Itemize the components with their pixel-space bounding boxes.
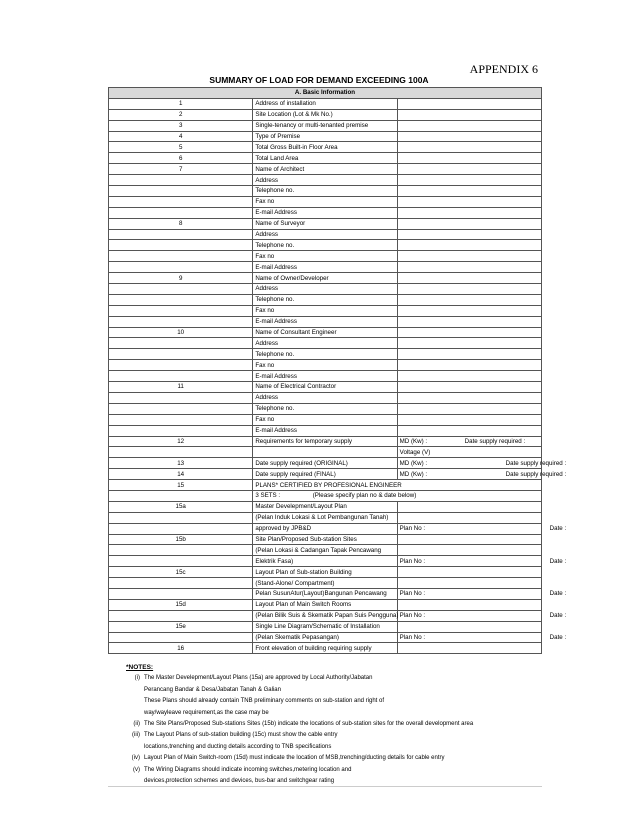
row-label: (Pelan Skematik Pepasangan) xyxy=(253,632,397,643)
row-number: 2 xyxy=(109,109,253,120)
row-label: Address xyxy=(253,175,397,186)
row-value-primary: Plan No : xyxy=(399,612,426,620)
row-value-primary: MD (Kw) : xyxy=(399,437,428,445)
table-row xyxy=(109,349,542,360)
row-label: Master Develepment/Layout Plan xyxy=(253,501,397,512)
row-value-field[interactable] xyxy=(397,567,541,578)
table-row xyxy=(109,458,542,469)
table-row xyxy=(109,425,542,436)
row-value-secondary: Date supply required : xyxy=(505,470,567,478)
row-value-field[interactable] xyxy=(397,556,567,567)
row-number xyxy=(109,556,253,567)
table-row xyxy=(109,131,542,142)
row-value-field[interactable] xyxy=(397,588,567,599)
row-label: Address xyxy=(253,284,397,295)
note-text: Layout Plan of Main Switch-room (15d) must indicate the location of MSB,trenching/ducting details for cable entry xyxy=(144,755,445,762)
row-number: 9 xyxy=(109,273,253,284)
row-label: E-mail Address xyxy=(253,371,397,382)
row-value-field[interactable] xyxy=(397,142,541,153)
row-label: Site Plan/Proposed Sub-station Sites xyxy=(253,534,397,545)
table-row xyxy=(109,109,542,120)
row-value-field[interactable] xyxy=(397,403,541,414)
row-value-secondary: Date : xyxy=(549,633,567,641)
row-number xyxy=(109,207,253,218)
table-row xyxy=(109,186,542,197)
footer-divider xyxy=(108,786,542,787)
row-number: 8 xyxy=(109,218,253,229)
row-label: PLANS* CERTIFIED BY PROFESIONAL ENGINEER xyxy=(253,480,542,491)
table-row xyxy=(109,567,542,578)
row-number: 15c xyxy=(109,567,253,578)
table-row xyxy=(109,98,542,109)
row-number xyxy=(109,349,253,360)
appendix-label: APPENDIX 6 xyxy=(469,62,538,76)
row-value-field[interactable] xyxy=(397,218,541,229)
table-row xyxy=(109,262,542,273)
row-label: (Stand-Alone/ Compartment) xyxy=(253,578,397,589)
row-value-field[interactable] xyxy=(397,175,541,186)
row-value-field[interactable] xyxy=(397,196,541,207)
row-value-field[interactable] xyxy=(397,338,541,349)
row-label: Single Line Diagram/Schematic of Installation xyxy=(253,621,397,632)
section-a-header: A. Basic Information xyxy=(109,88,542,99)
row-value-field[interactable] xyxy=(397,523,567,534)
note-line xyxy=(120,673,540,684)
row-value-field[interactable] xyxy=(397,621,541,632)
table-row xyxy=(109,534,542,545)
row-number xyxy=(109,523,253,534)
row-value-field[interactable] xyxy=(397,251,541,262)
row-number xyxy=(109,490,253,501)
row-number xyxy=(109,403,253,414)
table-row xyxy=(109,251,542,262)
table-row xyxy=(109,523,542,534)
row-label: Single-tenancy or multi-tenanted premise xyxy=(253,120,397,131)
row-label: Address xyxy=(253,392,397,403)
row-label: Address xyxy=(253,229,397,240)
row-value-field[interactable] xyxy=(397,414,541,425)
row-value-field[interactable] xyxy=(397,131,541,142)
note-text: The Site Plans/Proposed Sub-stations Sites (15b) indicate the locations of sub-station sites for the overall development area xyxy=(144,721,474,728)
row-number xyxy=(109,240,253,251)
row-value-field[interactable] xyxy=(397,327,541,338)
row-value-field[interactable] xyxy=(397,207,541,218)
row-label: Fax no xyxy=(253,196,397,207)
row-label: Date supply required (ORIGINAL) xyxy=(253,458,397,469)
table-row xyxy=(109,120,542,131)
row-value-field[interactable] xyxy=(397,425,541,436)
note-text: Perancang Bandar & Desa/Jabatan Tanah & Galian xyxy=(144,686,281,693)
table-row xyxy=(109,371,542,382)
table-row xyxy=(109,588,542,599)
row-value-field[interactable] xyxy=(397,360,541,371)
table-row xyxy=(109,436,542,447)
row-value-secondary: Date : xyxy=(549,590,567,598)
row-value-secondary: Date supply required : xyxy=(505,459,567,467)
row-value-field[interactable] xyxy=(397,98,541,109)
row-value-field[interactable] xyxy=(397,392,541,403)
row-label: Elektrik Fasa) xyxy=(253,556,397,567)
row-number: 15a xyxy=(109,501,253,512)
row-label: Site Location (Lot & Mk No.) xyxy=(253,109,397,120)
form-title: SUMMARY OF LOAD FOR DEMAND EXCEEDING 100A xyxy=(209,75,429,85)
row-number xyxy=(109,512,253,523)
table-row xyxy=(109,196,542,207)
row-value-field[interactable] xyxy=(397,371,541,382)
row-number xyxy=(109,545,253,556)
note-text: The Layout Plans of sub-station building (15c) must show the cable entry xyxy=(144,732,338,739)
table-row xyxy=(109,240,542,251)
note-marker: (v) xyxy=(133,766,140,773)
table-row xyxy=(109,338,542,349)
row-label: E-mail Address xyxy=(253,207,397,218)
note-line xyxy=(120,753,540,764)
row-label: (Pelan Induk Lokasi & Lot Pembangunan Tanah) xyxy=(253,512,397,523)
table-row xyxy=(109,327,542,338)
table-row xyxy=(109,643,542,654)
row-value-field[interactable] xyxy=(397,643,541,654)
table-row xyxy=(109,382,542,393)
row-label: Address of installation xyxy=(253,98,397,109)
row-value-field[interactable] xyxy=(397,349,541,360)
row-label: (Pelan Bilik Suis & Skematik Papan Suis Pengguna) xyxy=(253,610,397,621)
table-row xyxy=(109,305,542,316)
row-number xyxy=(109,371,253,382)
row-value-field[interactable] xyxy=(397,153,541,164)
row-label: Layout Plan of Sub-station Building xyxy=(253,567,397,578)
note-text: These Plans should already contain TNB preliminary comments on sub-station and right of xyxy=(144,698,385,705)
row-number: 15b xyxy=(109,534,253,545)
row-value-field[interactable] xyxy=(397,382,541,393)
row-number: 1 xyxy=(109,98,253,109)
row-label: E-mail Address xyxy=(253,425,397,436)
table-row xyxy=(109,545,542,556)
table-row xyxy=(109,610,542,621)
row-value-field[interactable] xyxy=(397,262,541,273)
row-number xyxy=(109,425,253,436)
table-row xyxy=(109,447,542,458)
row-label: Date supply required (FINAL) xyxy=(253,469,397,480)
row-number: 5 xyxy=(109,142,253,153)
row-number: 15 xyxy=(109,480,253,491)
row-value-field[interactable] xyxy=(397,284,541,295)
row-value-field[interactable] xyxy=(397,632,567,643)
row-value-field[interactable] xyxy=(397,512,541,523)
row-label: Name of Owner/Developer xyxy=(253,273,397,284)
note-line xyxy=(120,696,540,707)
row-value-field[interactable]: Voltage (V) xyxy=(397,447,541,458)
row-number xyxy=(109,338,253,349)
row-value-field[interactable] xyxy=(397,164,541,175)
note-marker: (ii) xyxy=(133,721,140,728)
row-number: 7 xyxy=(109,164,253,175)
row-value-secondary: Date : xyxy=(549,525,567,533)
table-row xyxy=(109,599,542,610)
row-value-field[interactable] xyxy=(397,534,541,545)
row-label: Front elevation of building requiring supply xyxy=(253,643,397,654)
row-number: 3 xyxy=(109,120,253,131)
note-line xyxy=(120,719,540,730)
table-row xyxy=(109,490,542,501)
table-row xyxy=(109,207,542,218)
table-row xyxy=(109,556,542,567)
row-label: approved by JPB&D xyxy=(253,523,397,534)
row-label: Layout Plan of Main Switch Rooms xyxy=(253,599,397,610)
row-number xyxy=(109,316,253,327)
row-number: 10 xyxy=(109,327,253,338)
table-row xyxy=(109,142,542,153)
row-number: 11 xyxy=(109,382,253,393)
row-number: 15e xyxy=(109,621,253,632)
row-value-field[interactable] xyxy=(397,294,541,305)
table-row xyxy=(109,294,542,305)
table-row xyxy=(109,392,542,403)
row-number: 15d xyxy=(109,599,253,610)
row-value-field[interactable] xyxy=(397,316,541,327)
row-value-field[interactable] xyxy=(397,501,541,512)
row-label: Name of Architect xyxy=(253,164,397,175)
row-label: Total Gross Built-in Floor Area xyxy=(253,142,397,153)
row-value-field[interactable] xyxy=(397,186,541,197)
table-row xyxy=(109,360,542,371)
row-label: Requirements for temporary supply xyxy=(253,436,397,447)
note-marker xyxy=(120,742,144,753)
row-value-primary: MD (Kw) : xyxy=(399,459,428,467)
table-row xyxy=(109,218,542,229)
row-value-field[interactable] xyxy=(397,545,541,556)
row-number xyxy=(109,578,253,589)
row-value-secondary: Date : xyxy=(549,612,567,620)
note-marker xyxy=(120,685,144,696)
row-value-field[interactable] xyxy=(397,305,541,316)
row-label: Pelan SusunAtur(Layout)Bangunan Pencawang xyxy=(253,588,397,599)
row-label: Address xyxy=(253,338,397,349)
note-marker xyxy=(120,696,144,707)
row-value-field[interactable] xyxy=(397,120,541,131)
note-text: locations,trenching and ducting details according to TNB specifications xyxy=(144,743,332,750)
row-number xyxy=(109,294,253,305)
row-number xyxy=(109,305,253,316)
note-text: way/wayleave requirement,as the case may be xyxy=(144,709,269,716)
table-row xyxy=(109,273,542,284)
row-number xyxy=(109,588,253,599)
row-label: Name of Consultant Engineer xyxy=(253,327,397,338)
row-value-field[interactable] xyxy=(397,436,541,447)
row-label: Telephone no. xyxy=(253,349,397,360)
row-value-primary: Plan No : xyxy=(399,590,426,598)
row-number xyxy=(109,196,253,207)
table-row xyxy=(109,403,542,414)
note-line xyxy=(120,742,540,753)
row-number xyxy=(109,262,253,273)
row-label: Name of Electrical Contractor xyxy=(253,382,397,393)
row-value-field[interactable] xyxy=(397,599,541,610)
row-label: Fax no xyxy=(253,360,397,371)
row-label: 3 SETS : (Please specify plan no & date below) xyxy=(253,490,542,501)
row-number xyxy=(109,186,253,197)
note-marker xyxy=(120,708,144,719)
table-row xyxy=(109,164,542,175)
load-summary-table xyxy=(108,87,567,654)
row-value-field[interactable] xyxy=(397,273,541,284)
table-row xyxy=(109,578,542,589)
row-value-field[interactable] xyxy=(397,109,541,120)
row-label: Fax no xyxy=(253,305,397,316)
table-row xyxy=(109,316,542,327)
row-number xyxy=(109,392,253,403)
table-row xyxy=(109,480,542,491)
row-label: Name of Surveyor xyxy=(253,218,397,229)
note-line xyxy=(120,765,540,776)
row-number: 16 xyxy=(109,643,253,654)
note-line xyxy=(120,730,540,741)
row-label: E-mail Address xyxy=(253,316,397,327)
table-row xyxy=(109,512,542,523)
table-row xyxy=(109,632,542,643)
row-number xyxy=(109,414,253,425)
note-text: The Wiring Diagrams should indicate incoming switches,metering location and xyxy=(144,766,352,773)
row-value-primary: MD (Kw) : xyxy=(399,470,428,478)
row-label: Type of Premise xyxy=(253,131,397,142)
row-number xyxy=(109,175,253,186)
row-value-field[interactable] xyxy=(397,458,567,469)
table-row xyxy=(109,469,542,480)
row-value-field[interactable] xyxy=(397,610,567,621)
table-row xyxy=(109,175,542,186)
row-number: 12 xyxy=(109,436,253,447)
row-value-field[interactable] xyxy=(397,578,541,589)
row-number xyxy=(109,610,253,621)
notes-block xyxy=(120,662,540,787)
row-value-primary: Plan No : xyxy=(399,633,426,641)
note-line xyxy=(120,708,540,719)
note-line xyxy=(120,685,540,696)
row-number xyxy=(109,632,253,643)
row-value-field[interactable] xyxy=(397,469,567,480)
note-marker: (iv) xyxy=(131,755,140,762)
row-label xyxy=(253,447,397,458)
row-number xyxy=(109,251,253,262)
row-label: (Pelan Lokasi & Cadangan Tapak Pencawang xyxy=(253,545,397,556)
row-number: 14 xyxy=(109,469,253,480)
row-label: Telephone no. xyxy=(253,186,397,197)
row-label: Fax no xyxy=(253,414,397,425)
section-header-row xyxy=(109,88,542,99)
note-marker: (i) xyxy=(134,675,140,682)
row-number: 6 xyxy=(109,153,253,164)
table-row xyxy=(109,501,542,512)
row-number: 13 xyxy=(109,458,253,469)
row-number: 4 xyxy=(109,131,253,142)
row-value-primary: Plan No : xyxy=(399,557,426,565)
row-label: Telephone no. xyxy=(253,403,397,414)
table-row xyxy=(109,284,542,295)
note-marker: (iii) xyxy=(132,732,140,739)
row-value-secondary: Date : xyxy=(549,557,567,565)
table-row xyxy=(109,229,542,240)
table-row xyxy=(109,414,542,425)
row-number xyxy=(109,447,253,458)
row-value-field[interactable] xyxy=(397,240,541,251)
row-number xyxy=(109,229,253,240)
table-row xyxy=(109,621,542,632)
table-row xyxy=(109,153,542,164)
row-value-field[interactable] xyxy=(397,229,541,240)
row-number xyxy=(109,284,253,295)
note-text: devices,protection schemes and devices, bus-bar and switchgear rating xyxy=(144,778,335,785)
note-text: The Master Develepment/Layout Plans (15a) are approved by Local Authority/Jabatan xyxy=(144,675,373,682)
row-label: Telephone no. xyxy=(253,294,397,305)
row-label: Telephone no. xyxy=(253,240,397,251)
row-number xyxy=(109,360,253,371)
row-value-primary: Plan No : xyxy=(399,525,426,533)
row-value-secondary: Date supply required : xyxy=(464,437,526,445)
row-label: E-mail Address xyxy=(253,262,397,273)
row-label: Fax no xyxy=(253,251,397,262)
notes-heading: *NOTES: xyxy=(126,664,154,671)
row-label: Total Land Area xyxy=(253,153,397,164)
